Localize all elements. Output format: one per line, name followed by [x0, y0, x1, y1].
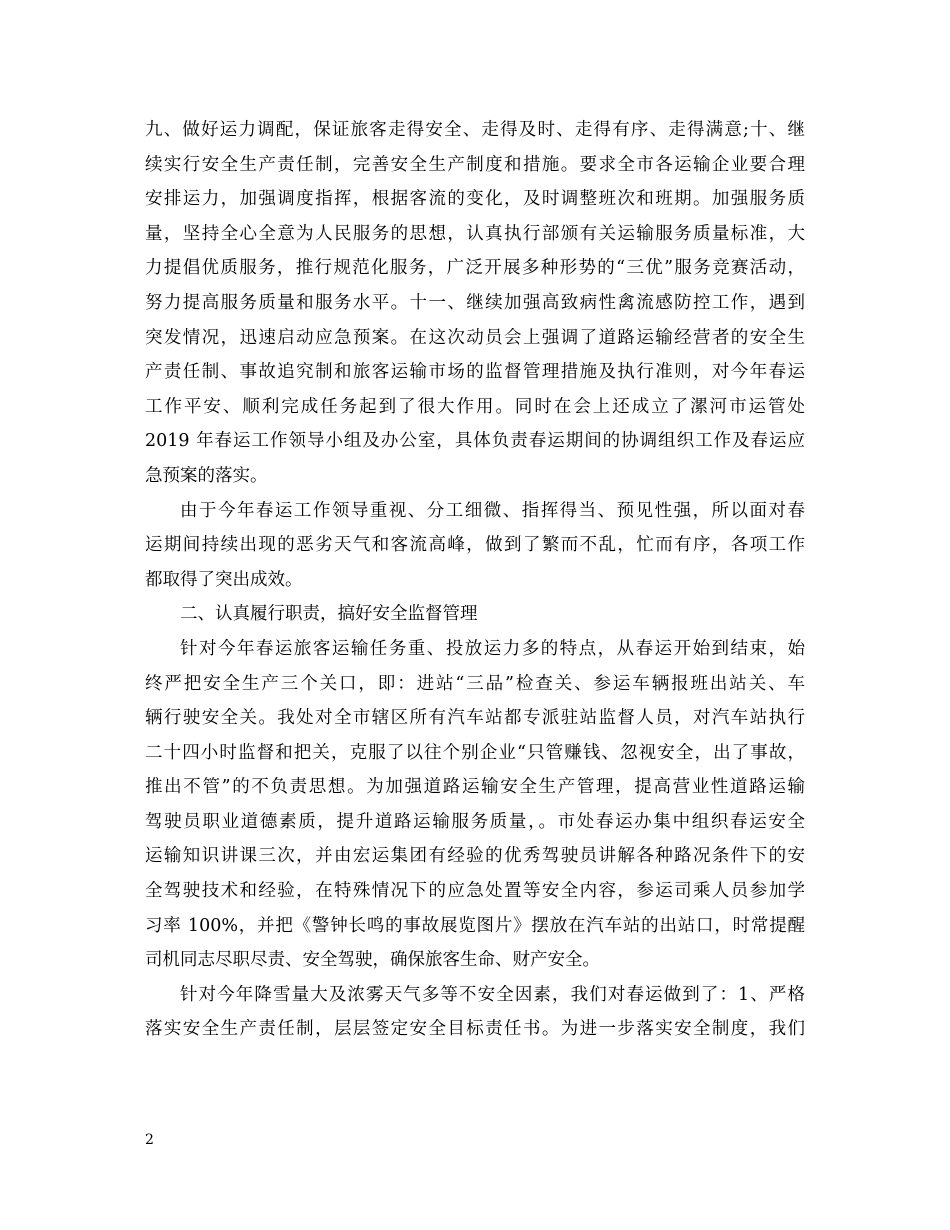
text-line: 运期间持续出现的恶劣天气和客流高峰，做到了繁而不乱，忙而有序，各项工作 — [145, 535, 805, 556]
text-line: 终严把安全生产三个关口，即：进站“三品”检查关、参运车辆报班出站关、车 — [145, 673, 805, 694]
text-line: 二、认真履行职责，搞好安全监督管理 — [180, 604, 478, 625]
text-line: 都取得了突出成效。 — [145, 569, 303, 590]
text-line: 辆行驶安全关。我处对全市辖区所有汽车站都专派驻站监督人员，对汽车站执行 — [145, 708, 805, 729]
text-line: 二十四小时监督和把关，克服了以往个别企业“只管赚钱、忽视安全，出了事故， — [145, 742, 805, 763]
text-line: 推出不管”的不负责思想。为加强道路运输安全生产管理，提高营业性道路运输 — [145, 777, 805, 798]
text-line: 由于今年春运工作领导重视、分工细微、指挥得当、预见性强，所以面对春 — [180, 500, 805, 521]
text-line: 安排运力，加强调度指挥，根据客流的变化，及时调整班次和班期。加强服务质 — [145, 189, 805, 210]
text-line: 力提倡优质服务，推行规范化服务，广泛开展多种形势的“三优”服务竞赛活动， — [145, 258, 805, 279]
body-text — [145, 113, 805, 1047]
text-line: 习率 100%，并把《警钟长鸣的事故展览图片》摆放在汽车站的出站口，时常提醒 — [145, 915, 805, 936]
text-line: 九、做好运力调配，保证旅客走得安全、走得及时、走得有序、走得满意;十、继 — [145, 120, 805, 140]
text-line: 驾驶员职业道德素质，提升道路运输服务质量，。市处春运办集中组织春运安全 — [145, 811, 805, 832]
text-line: 努力提高服务质量和服务水平。十一、继续加强高致病性禽流感防控工作，遇到 — [145, 292, 805, 313]
text-line: 产责任制、事故追究制和旅客运输市场的监督管理措施及执行准则，对今年春运 — [145, 362, 805, 383]
text-line: 急预案的落实。 — [145, 465, 268, 486]
text-line: 司机同志尽职尽责、安全驾驶，确保旅客生命、财产安全。 — [145, 950, 600, 971]
text-line: 2019 年春运工作领导小组及办公室，具体负责春运期间的协调组织工作及春运应 — [145, 431, 805, 452]
text-line: 量，坚持全心全意为人民服务的思想，认真执行部颁有关运输服务质量标准，大 — [145, 223, 805, 244]
page-number: 2 — [145, 1132, 154, 1148]
text-line: 突发情况，迅速启动应急预案。在这次动员会上强调了道路运输经营者的安全生 — [145, 327, 805, 348]
text-line: 全驾驶技术和经验，在特殊情况下的应急处置等安全内容，参运司乘人员参加学 — [145, 881, 805, 902]
text-line: 落实安全生产责任制，层层签定安全目标责任书。为进一步落实安全制度，我们 — [145, 1019, 805, 1040]
text-line: 针对今年春运旅客运输任务重、投放运力多的特点，从春运开始到结束，始 — [180, 638, 805, 659]
text-line: 针对今年降雪量大及浓雾天气多等不安全因素，我们对春运做到了：1、严格 — [180, 984, 805, 1005]
text-line: 续实行安全生产责任制，完善安全生产制度和措施。要求全市各运输企业要合理 — [145, 154, 805, 175]
text-line: 运输知识讲课三次，并由宏运集团有经验的优秀驾驶员讲解各种路况条件下的安 — [145, 846, 805, 867]
text-line: 工作平安、顺利完成任务起到了很大作用。同时在会上还成立了漯河市运管处 — [145, 396, 805, 417]
